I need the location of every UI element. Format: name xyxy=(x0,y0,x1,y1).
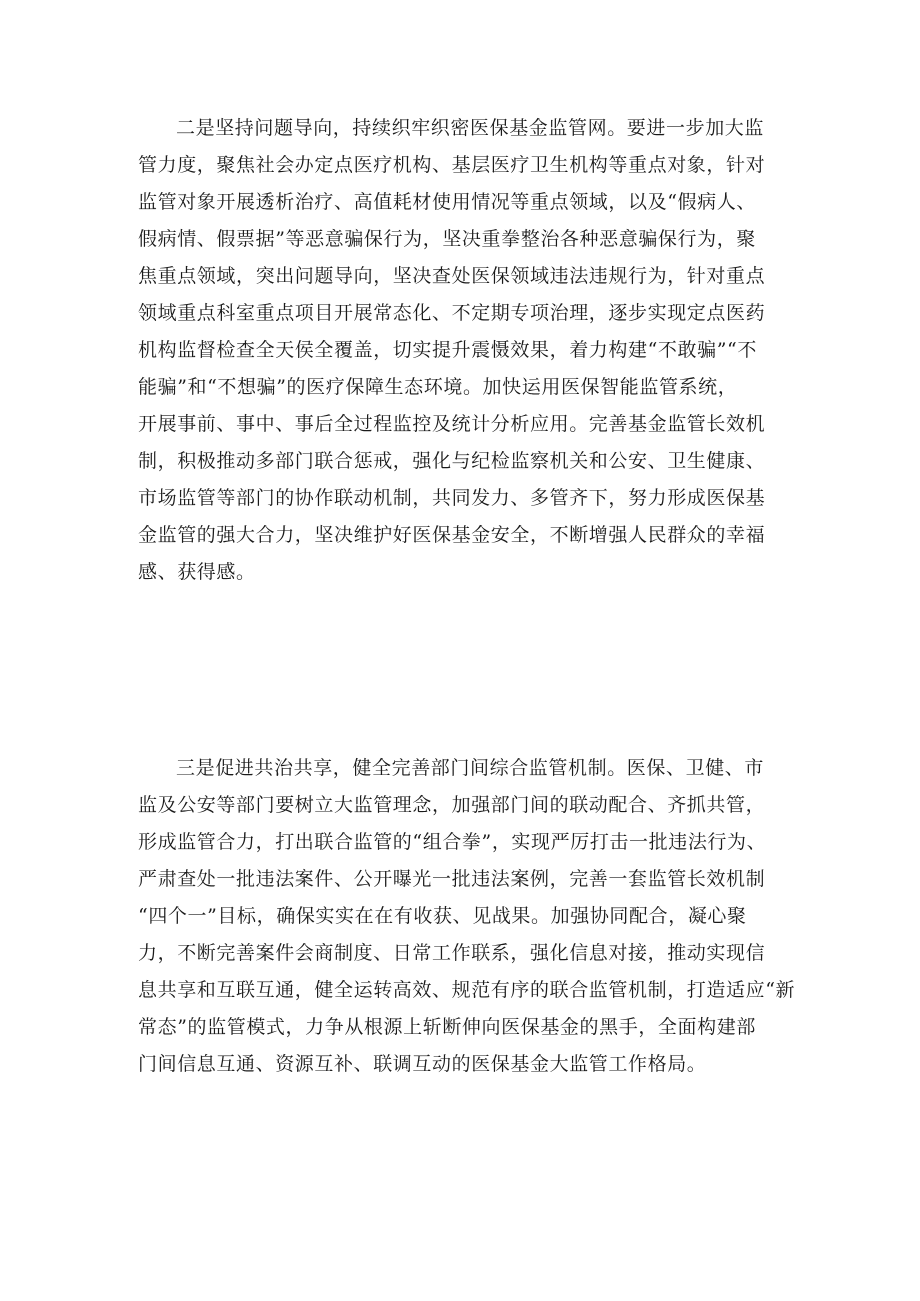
text-line: 金监管的强大合力，坚决维护好医保基金安全，不断增强人民群众的幸福 xyxy=(138,524,766,546)
text-line: “四个一”目标，确保实实在在有收获、见战果。加强协同配合，凝心聚 xyxy=(138,905,747,927)
text-line: 制，积极推动多部门联合惩戒，强化与纪检监察机关和公安、卫生健康、 xyxy=(138,450,766,472)
text-line: 监及公安等部门要树立大监管理念，加强部门间的联动配合、齐抓共管， xyxy=(138,794,766,816)
text-line: 能骗”和“不想骗”的医疗保障生态环境。加快运用医保智能监管系统， xyxy=(138,376,738,398)
text-line: 三是促进共治共享，健全完善部门间综合监管机制。医保、卫健、市 xyxy=(176,757,765,779)
text-line: 门间信息互通、资源互补、联调互动的医保基金大监管工作格局。 xyxy=(138,1053,707,1075)
text-line: 形成监管合力，打出联合监管的“组合拳”，实现严厉打击一批违法行为、 xyxy=(138,831,767,853)
text-line: 常态”的监管模式，力争从根源上斩断伸向医保基金的黑手，全面构建部 xyxy=(138,1016,756,1038)
text-line: 机构监督检查全天侯全覆盖，切实提升震慑效果，着力构建“不敢骗”“不 xyxy=(138,339,757,361)
text-line: 假病情、假票据”等恶意骗保行为，坚决重拳整治各种恶意骗保行为，聚 xyxy=(138,228,756,250)
text-line: 监管对象开展透析治疗、高值耗材使用情况等重点领域，以及“假病人、 xyxy=(138,191,756,213)
paragraph-problem-oriented xyxy=(138,110,788,591)
text-line: 二是坚持问题导向，持续织牢织密医保基金监管网。要进一步加大监 xyxy=(176,117,765,139)
text-line: 力，不断完善案件会商制度、日常工作联系，强化信息对接，推动实现信 xyxy=(138,942,766,964)
text-line: 管力度，聚焦社会办定点医疗机构、基层医疗卫生机构等重点对象，针对 xyxy=(138,154,766,176)
paragraph-joint-governance xyxy=(138,750,796,1083)
text-line: 息共享和互联互通，健全运转高效、规范有序的联合监管机制，打造适应“新 xyxy=(138,979,796,1001)
text-line: 严肃查处一批违法案件、公开曝光一批违法案例，完善一套监管长效机制 xyxy=(138,868,766,890)
text-line: 感、获得感。 xyxy=(138,561,256,583)
text-line: 领域重点科室重点项目开展常态化、不定期专项治理，逐步实现定点医药 xyxy=(138,302,766,324)
text-line: 市场监管等部门的协作联动机制，共同发力、多管齐下，努力形成医保基 xyxy=(138,487,766,509)
text-line: 焦重点领域，突出问题导向，坚决查处医保领域违法违规行为，针对重点 xyxy=(138,265,766,287)
text-line: 开展事前、事中、事后全过程监控及统计分析应用。完善基金监管长效机 xyxy=(138,413,766,435)
